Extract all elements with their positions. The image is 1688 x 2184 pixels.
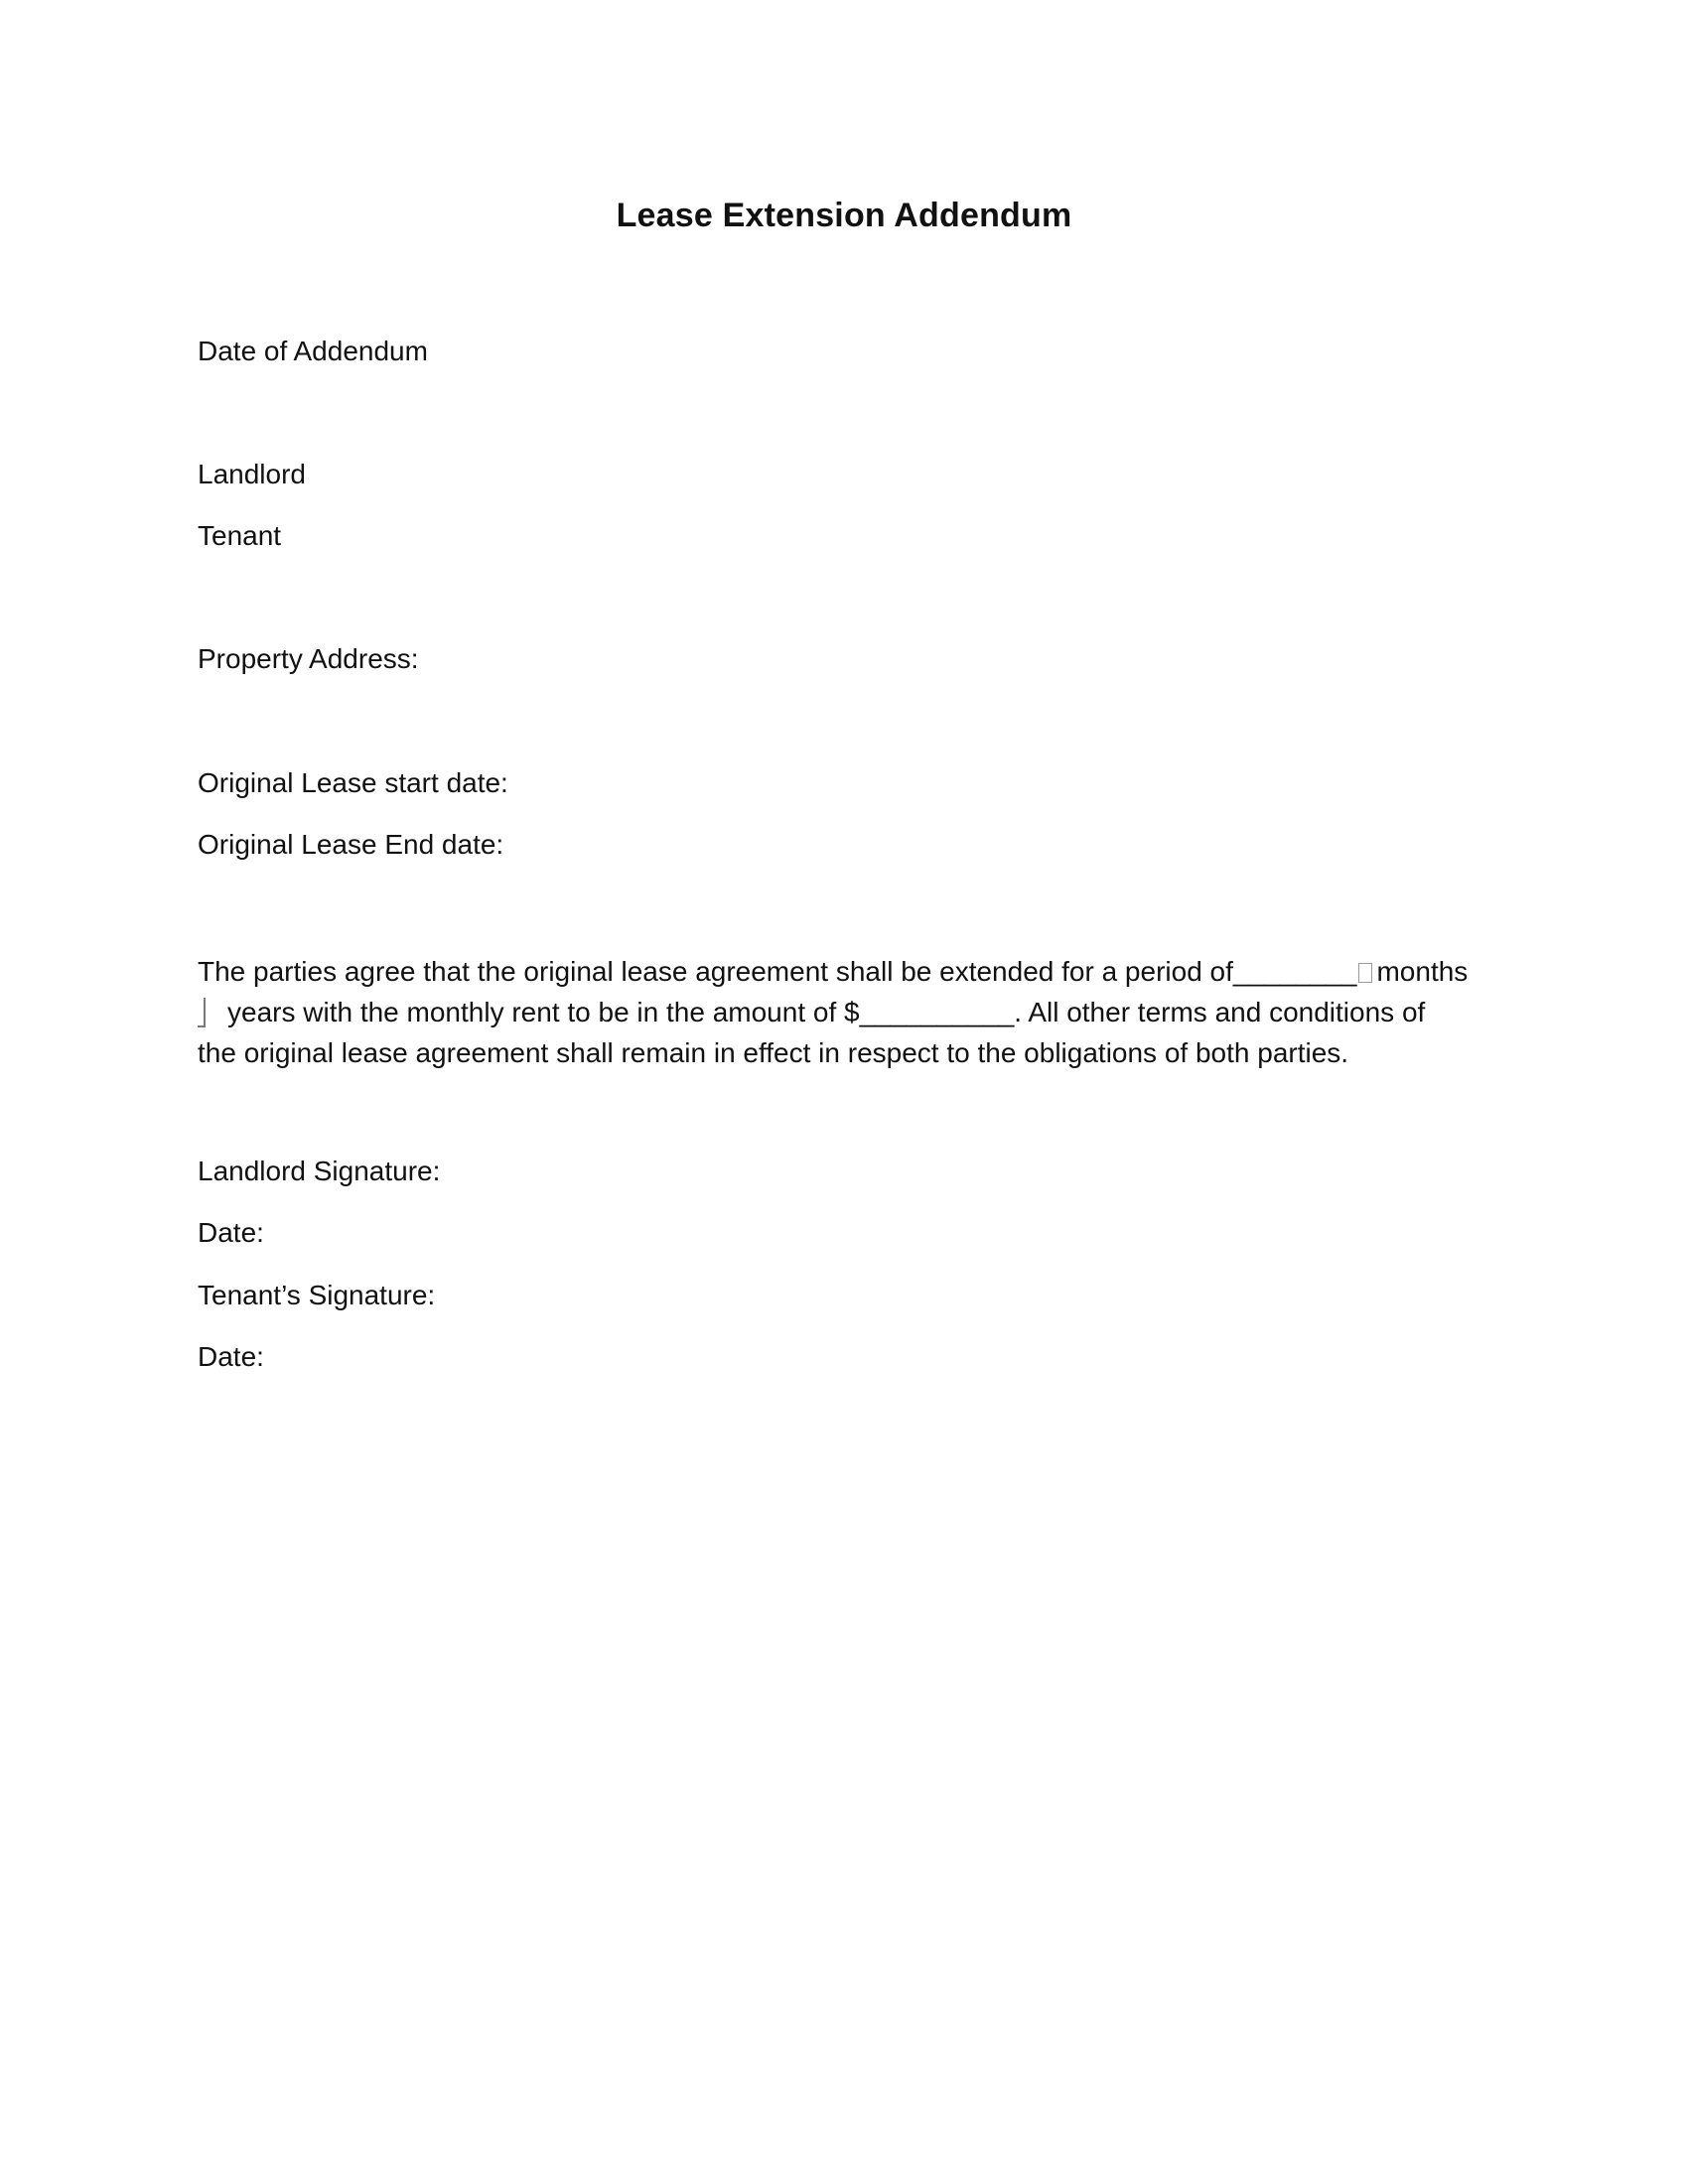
tenant-date-label: Date:: [198, 1341, 264, 1372]
tenant-signature-label: Tenant’s Signature:: [198, 1280, 436, 1310]
tenant-label: Tenant: [198, 520, 282, 551]
document-title: Lease Extension Addendum: [616, 197, 1072, 234]
date-of-addendum-label: Date of Addendum: [198, 336, 428, 366]
years-checkbox-icon: [198, 998, 206, 1027]
paragraph-line-2: [198, 992, 1488, 1032]
months-checkbox-icon: [1358, 963, 1372, 983]
paragraph-line-3: the original lease agreement shall remain in effect in respect to the obligations of both parties.: [198, 1037, 1349, 1068]
paragraph-line-1-text: The parties agree that the original lease agreement shall be extended for a period of________: [198, 956, 1357, 987]
extension-terms-paragraph: [198, 951, 1488, 1073]
original-lease-end-label: Original Lease End date:: [198, 829, 504, 860]
paragraph-line-2-text: years with the monthly rent to be in the amount of $__________. All other terms and conditions of: [227, 997, 1426, 1027]
landlord-date-label: Date:: [198, 1217, 264, 1248]
landlord-label: Landlord: [198, 459, 306, 489]
original-lease-start-label: Original Lease start date:: [198, 767, 508, 798]
landlord-signature-label: Landlord Signature:: [198, 1156, 441, 1186]
property-address-label: Property Address:: [198, 643, 419, 674]
months-label: months: [1376, 956, 1469, 987]
paragraph-line-1: [198, 951, 1488, 992]
